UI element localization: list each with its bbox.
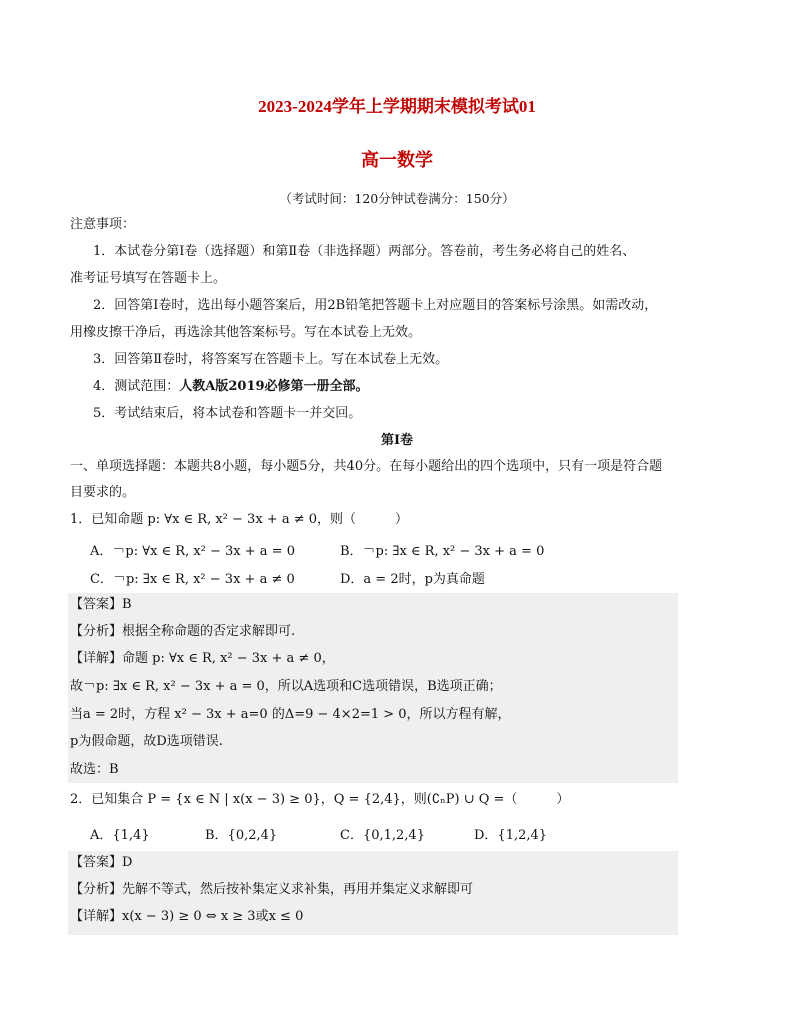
section-label: 第Ⅰ卷	[380, 433, 414, 448]
note-2a: 2．回答第Ⅰ卷时，选出每小题答案后，用2B铅笔把答题卡上对应题目的答案标号涂黑。如需改动，	[93, 298, 658, 313]
note-4	[93, 378, 369, 396]
note-1a: 1．本试卷分第Ⅰ卷（选择题）和第Ⅱ卷（非选择题）两部分。答卷前，考生务必将自己的姓名、	[93, 244, 636, 259]
q1-analysis: 【分析】根据全称命题的否定求解即可.	[70, 624, 296, 639]
q2-option-d: D．{1,2,4}	[474, 828, 548, 843]
note-2b: 用橡皮擦干净后，再选涂其他答案标号。写在本试卷上无效。	[70, 325, 422, 340]
q1-option-b: B．￢p: ∃x ∈ R, x² − 3x + a = 0	[340, 544, 545, 559]
q1-solution-block	[68, 593, 678, 783]
q1-stem: 1．已知命题 p: ∀x ∈ R, x² − 3x + a ≠ 0，则（ ）	[70, 512, 408, 527]
q1-detail-4: p为假命题，故D选项错误.	[70, 734, 223, 749]
q2-stem: 2．已知集合 P = {x ∈ N | x(x − 3) ≥ 0}，Q = {2,4}，则(∁ₙP) ∪ Q =（ ）	[70, 792, 570, 807]
q2-detail-1: 【详解】x(x − 3) ≥ 0 ⇔ x ≥ 3或x ≤ 0	[70, 909, 304, 924]
subject-title: 高一数学	[361, 150, 433, 171]
page-title: 2023-2024学年上学期期末模拟考试01	[258, 97, 536, 116]
q2-analysis: 【分析】先解不等式，然后按补集定义求补集，再用并集定义求解即可	[70, 882, 474, 897]
q1-result: 故选：B	[70, 762, 119, 777]
q1-detail-2: 故￢p: ∃x ∈ R, x² − 3x + a = 0，所以A选项和C选项错误，B选项正确；	[70, 679, 502, 694]
note-1b: 准考证号填写在答题卡上。	[70, 271, 227, 286]
q2-option-a: A．{1,4}	[90, 828, 150, 843]
note-5: 5．考试结束后，将本试卷和答题卡一并交回。	[93, 406, 362, 421]
q2-option-b: B．{0,2,4}	[205, 828, 278, 843]
q2-option-c: C．{0,1,2,4}	[340, 828, 425, 843]
q2-solution-block	[68, 851, 678, 935]
q1-answer: 【答案】B	[70, 597, 132, 612]
q1-detail-1: 【详解】命题 p: ∀x ∈ R, x² − 3x + a ≠ 0，	[70, 651, 335, 666]
note-3: 3．回答第Ⅱ卷时，将答案写在答题卡上。写在本试卷上无效。	[93, 352, 449, 367]
q1-detail-3: 当a = 2时，方程 x² − 3x + a=0 的Δ=9 − 4×2=1 > 0，所以方程有解，	[70, 707, 511, 722]
q1-option-d: D．a = 2时，p为真命题	[340, 572, 485, 587]
section-intro-a: 一、单项选择题：本题共8小题，每小题5分，共40分。在每小题给出的四个选项中，只有一项是符合题	[70, 459, 663, 474]
note-4-scope: 人教A版2019必修第一册全部。	[179, 379, 369, 394]
q1-option-a: A．￢p: ∀x ∈ R, x² − 3x + a = 0	[90, 544, 295, 559]
notes-heading: 注意事项：	[70, 217, 136, 232]
exam-info: （考试时间：120分钟试卷满分：150分）	[279, 191, 515, 206]
q2-answer: 【答案】D	[70, 855, 133, 870]
section-intro-b: 目要求的。	[70, 485, 136, 500]
q1-option-c: C．￢p: ∃x ∈ R, x² − 3x + a ≠ 0	[90, 572, 295, 587]
note-4-prefix: 4．测试范围：	[93, 379, 180, 394]
